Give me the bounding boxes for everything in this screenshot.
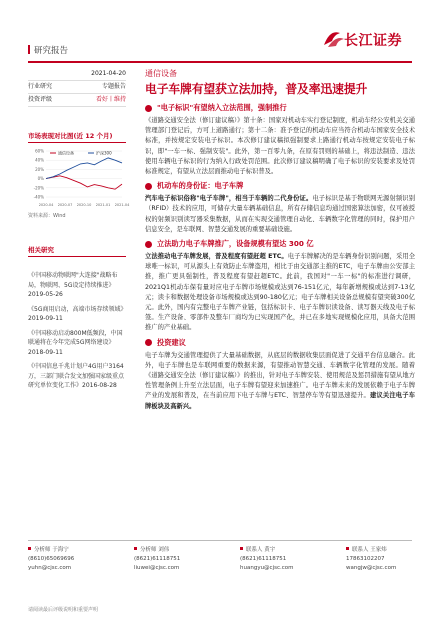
main-content bbox=[145, 68, 415, 415]
x-tick-label: 2020-10 bbox=[76, 203, 92, 207]
analyst-role bbox=[346, 546, 418, 555]
person: 刘伟 bbox=[158, 547, 170, 553]
paragraph-lead: 汽车电子标识俗称"电子车牌"，相当于车辆的二代身份证。 bbox=[145, 195, 313, 203]
analyst-phone: (8621)61118751 bbox=[134, 556, 181, 562]
analyst-role bbox=[134, 546, 206, 555]
report-date: 2021-04-20 bbox=[91, 70, 126, 77]
related-list bbox=[28, 271, 126, 391]
series-line-0 bbox=[46, 176, 122, 189]
analyst-email[interactable]: yuhn@cjsc.com bbox=[28, 565, 72, 571]
legend-label: 通信设备 bbox=[58, 150, 74, 156]
y-tick-label: 60% bbox=[35, 148, 44, 154]
paragraph bbox=[145, 351, 415, 412]
header-divider bbox=[28, 61, 412, 63]
x-tick-label: 2021-04 bbox=[114, 203, 130, 207]
related-item[interactable]: 《中国信息千兆计划户4G用户3164万，三部门联合发文加强国家级重点研究单位变化工作》2016-08-28 bbox=[28, 363, 125, 389]
person: 于海宁 bbox=[52, 547, 69, 553]
meta-label: 行业研究 bbox=[28, 83, 53, 90]
y-tick-label: 20% bbox=[35, 166, 44, 172]
bullet-icon bbox=[145, 183, 152, 190]
related-item[interactable]: 《中国移动物联网"大连接"战略布局，物联网、5G设定持续推进》2019-05-26 bbox=[28, 272, 118, 298]
analyst-email[interactable]: liuwei@cjsc.com bbox=[134, 565, 180, 571]
x-tick-label: 2021-01 bbox=[95, 203, 111, 207]
analyst-phone: 17863102207 bbox=[346, 556, 385, 562]
series-line-1 bbox=[46, 158, 122, 179]
analyst-block bbox=[28, 546, 418, 573]
paragraph: 《道路交通安全法（修订建议稿）》第十条：国家对机动车实行登记制度，机动车经公安机关交通管理部门登记后，方可上道路通行；第十二条：准予登记的机动车应当符合机动车国家安全技术标准，并按规定安装电子标识。本次修订建议稿拟强制要求上路通行机动车按规定安装电子标识，即"一车一标、强制安装"。此外，第一百零九条，在原有罚则的基础上，将违法制造、违法使用车辆电子标识的行为纳入行政处罚范围。此次修订建议稿明确了电子标识的安装要求及处罚标准规定，有望从立法层面推动电子标识普及。 bbox=[145, 117, 415, 176]
paragraph bbox=[145, 194, 415, 235]
bullet-icon bbox=[145, 105, 152, 112]
role: 联系人 bbox=[352, 547, 369, 553]
analyst-card bbox=[28, 546, 100, 573]
paragraph-text: 电子车牌解决的是车辆身份识别问题，采用全球唯一标识，可从源头上有效防止车牌盗用，相比于由交通部主推的ETC，电子车牌由公安部主推，推广更具强制性，普及程度有望赶超ETC。此前，我国对"一车一标"的标准进行调研，2021Q1机动车保有量对应电子车牌市场规模或达到76-151亿元，每年新增规模或达到7-13亿元；读卡和数据处理设备市场规模或达到90-180亿元；电子车牌相关设备总规模有望突破300亿元。此外，国内有完整电子车牌产业链，包括标识卡、电子车牌识读设备、读写器天线及电子标签。生产设备、零部件及整车厂商均为已实现国产化，并已在多地实现规模化应用，具备大范围推广的产业基础。 bbox=[145, 253, 416, 332]
section-heading bbox=[145, 181, 415, 191]
analyst-phone: (8621)61118751 bbox=[240, 556, 287, 562]
x-tick-label: 2020-07 bbox=[57, 203, 73, 207]
related-item[interactable]: 《中国移动启动800M低频段，中国联通将在今年完成5G网络建设》2018-09-11 bbox=[28, 329, 123, 356]
bullet-icon bbox=[145, 241, 152, 248]
rating-value: 看好丨维持 bbox=[95, 96, 126, 103]
role: 分析师 bbox=[34, 547, 51, 553]
section-heading bbox=[145, 338, 415, 348]
x-tick-label: 2020-04 bbox=[38, 203, 54, 207]
meta-row-type bbox=[28, 81, 126, 94]
y-tick-label: -40% bbox=[33, 194, 44, 200]
related-research-title: 相关研究 bbox=[28, 245, 126, 257]
analyst-phone: (8610)65069696 bbox=[28, 556, 75, 562]
related-item[interactable]: 《5G商用启动，高端市场存续领域》2019-09-11 bbox=[28, 305, 124, 322]
disclaimer: 请阅读最后评级说明和重要声明 bbox=[28, 607, 99, 613]
paragraph bbox=[145, 252, 415, 334]
person: 王家炜 bbox=[370, 547, 387, 553]
chart-source: 资料来源：Wind bbox=[28, 213, 66, 219]
analyst-email[interactable]: huangyu@cjsc.com bbox=[240, 565, 294, 571]
paragraph-lead: 立法推动电子车牌发展，普及程度有望赶超 ETC。 bbox=[145, 253, 288, 261]
heading-text: 立法助力电子车牌推广，设备规模有望达 300 亿 bbox=[157, 239, 314, 249]
y-tick-label: 40% bbox=[35, 157, 44, 163]
y-tick-label: -20% bbox=[33, 185, 44, 191]
role: 分析师 bbox=[140, 547, 157, 553]
section-heading bbox=[145, 239, 415, 249]
person: 黄宇 bbox=[264, 547, 276, 553]
industry-label: 通信设备 bbox=[145, 69, 177, 78]
brand-name: 长江证券 bbox=[344, 33, 402, 49]
analyst-role bbox=[240, 546, 312, 555]
meta-label: 投资评级 bbox=[28, 96, 53, 103]
paragraph-lead: 建议关注电子车牌板块及高新兴。 bbox=[145, 392, 416, 410]
analyst-card bbox=[346, 546, 418, 573]
bullet-icon bbox=[145, 339, 152, 346]
analyst-email[interactable]: wangjw@cjsc.com bbox=[346, 565, 397, 571]
heading-text: "电子标识"有望纳入立法范围，强制推行 bbox=[157, 103, 287, 112]
heading-text: 投资建议 bbox=[157, 337, 186, 347]
paragraph-text: 电子车牌为交通管理提供了大量基础数据，从底层的数据收集层面促进了交通平台信息融合。此外，电子车牌也是车联网重要的数据来源，有望推动智慧交通、车辆数字化管理的发展。随着《道路交通安全法（修订建议稿）》的推出，针对电子车牌安装、使用规范及惩罚措施有望从地方性管理条例上升至立法层面，电子车牌有望迎来加速推广。电子车牌未来的发展依赖于电子车牌产业的发展和普及，在当前应用下电子车牌与ETC、智慧停车等有望迅速提升。 bbox=[145, 351, 415, 400]
footer-divider bbox=[28, 540, 412, 541]
analyst-role bbox=[28, 546, 100, 555]
report-title: 电子车牌有望获立法加持，普及率迅速提升 bbox=[145, 82, 368, 96]
heading-text: 机动车的身份证：电子车牌 bbox=[157, 181, 244, 191]
report-type-label: 研究报告 bbox=[28, 44, 68, 56]
analyst-card bbox=[134, 546, 206, 573]
sidebar bbox=[28, 68, 130, 396]
analyst-card bbox=[240, 546, 312, 573]
legend-label: 沪深300 bbox=[96, 150, 112, 156]
meta-row-rating bbox=[28, 94, 126, 107]
role: 联系人 bbox=[246, 547, 263, 553]
chart-title: 市场表现对比图(近 12 个月) bbox=[28, 131, 126, 143]
y-tick-label: 0% bbox=[37, 176, 44, 182]
chart-svg bbox=[28, 147, 130, 209]
meta-value: 专题报告 bbox=[101, 83, 126, 90]
section-heading bbox=[145, 103, 415, 113]
performance-chart bbox=[28, 147, 130, 209]
meta-date-row bbox=[28, 68, 126, 81]
paragraph-text: 电子标识是基于物联网无源射频识别（RFID）技术的应用，可储存大量车辆基础信息，所有存储信息均通过国密算法加密，仅可被授权的射频识别读写器采集数据，从而在实现交通管理自动化、车辆数字化管理的同时，保护用户信息安全，是车联网、智慧交通发展的重要基础设施。 bbox=[145, 195, 416, 233]
